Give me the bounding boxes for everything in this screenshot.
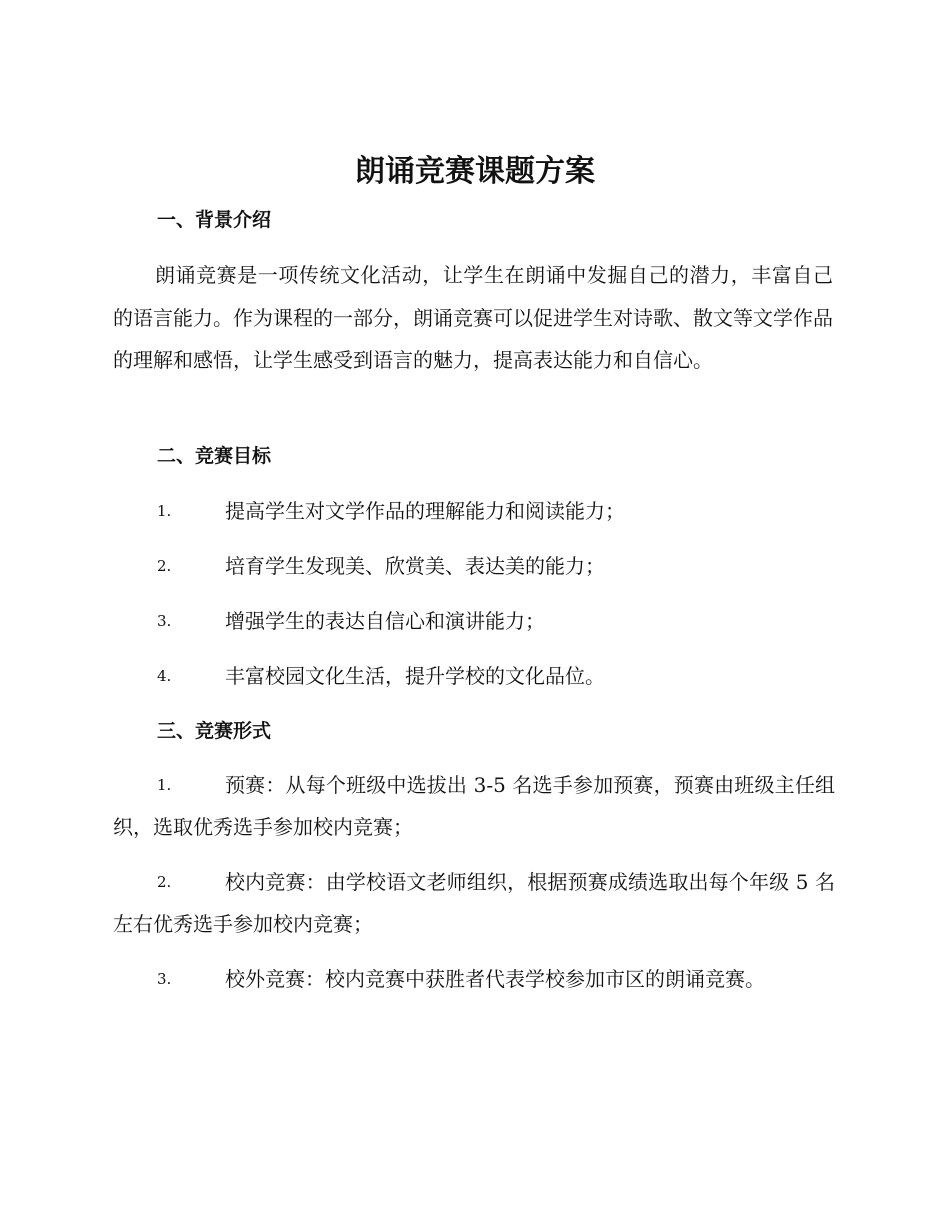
section-heading-background: 一、背景介绍	[157, 209, 272, 231]
list-item	[113, 545, 835, 587]
section-paragraph-background: 朗诵竞赛是一项传统文化活动，让学生在朗诵中发掘自己的潜力，丰富自己的语言能力。作为课程的一部分，朗诵竞赛可以促进学生对诗歌、散文等文学作品的理解和感悟，让学生感受到语言的魅力，提高表达能力和自信心。	[113, 263, 833, 372]
list-item	[113, 600, 835, 642]
list-item-number: 1.	[157, 502, 172, 520]
section-heading-format: 三、竞赛形式	[157, 720, 272, 742]
section-heading-goals: 二、竞赛目标	[157, 445, 272, 467]
list-item-number: 3.	[157, 970, 172, 988]
list-item	[113, 655, 835, 697]
list-item-text: 校外竞赛：校内竞赛中获胜者代表学校参加市区的朗诵竞赛。	[225, 967, 765, 991]
list-item-text: 培育学生发现美、欣赏美、表达美的能力；	[225, 554, 605, 578]
list-item-text: 校内竞赛：由学校语文老师组织，根据预赛成绩选取出每个年级 5 名左右优秀选手参加校内竞赛；	[113, 870, 835, 936]
list-item-number: 1.	[157, 776, 172, 794]
list-item-number: 2.	[157, 557, 172, 575]
document-title: 朗诵竞赛课题方案	[355, 154, 595, 189]
list-item	[113, 958, 835, 1000]
list-item	[113, 861, 835, 945]
list-item-text: 丰富校园文化生活，提升学校的文化品位。	[225, 664, 605, 688]
list-item-number: 4.	[157, 667, 172, 685]
list-item-text: 预赛：从每个班级中选拔出 3-5 名选手参加预赛，预赛由班级主任组织，选取优秀选手参加校内竞赛；	[113, 773, 835, 839]
list-item-number: 2.	[157, 873, 172, 891]
list-item-number: 3.	[157, 612, 172, 630]
list-item	[113, 490, 835, 532]
list-item-text: 增强学生的表达自信心和演讲能力；	[225, 609, 545, 633]
list-item	[113, 764, 835, 848]
list-item-text: 提高学生对文学作品的理解能力和阅读能力；	[225, 499, 625, 523]
